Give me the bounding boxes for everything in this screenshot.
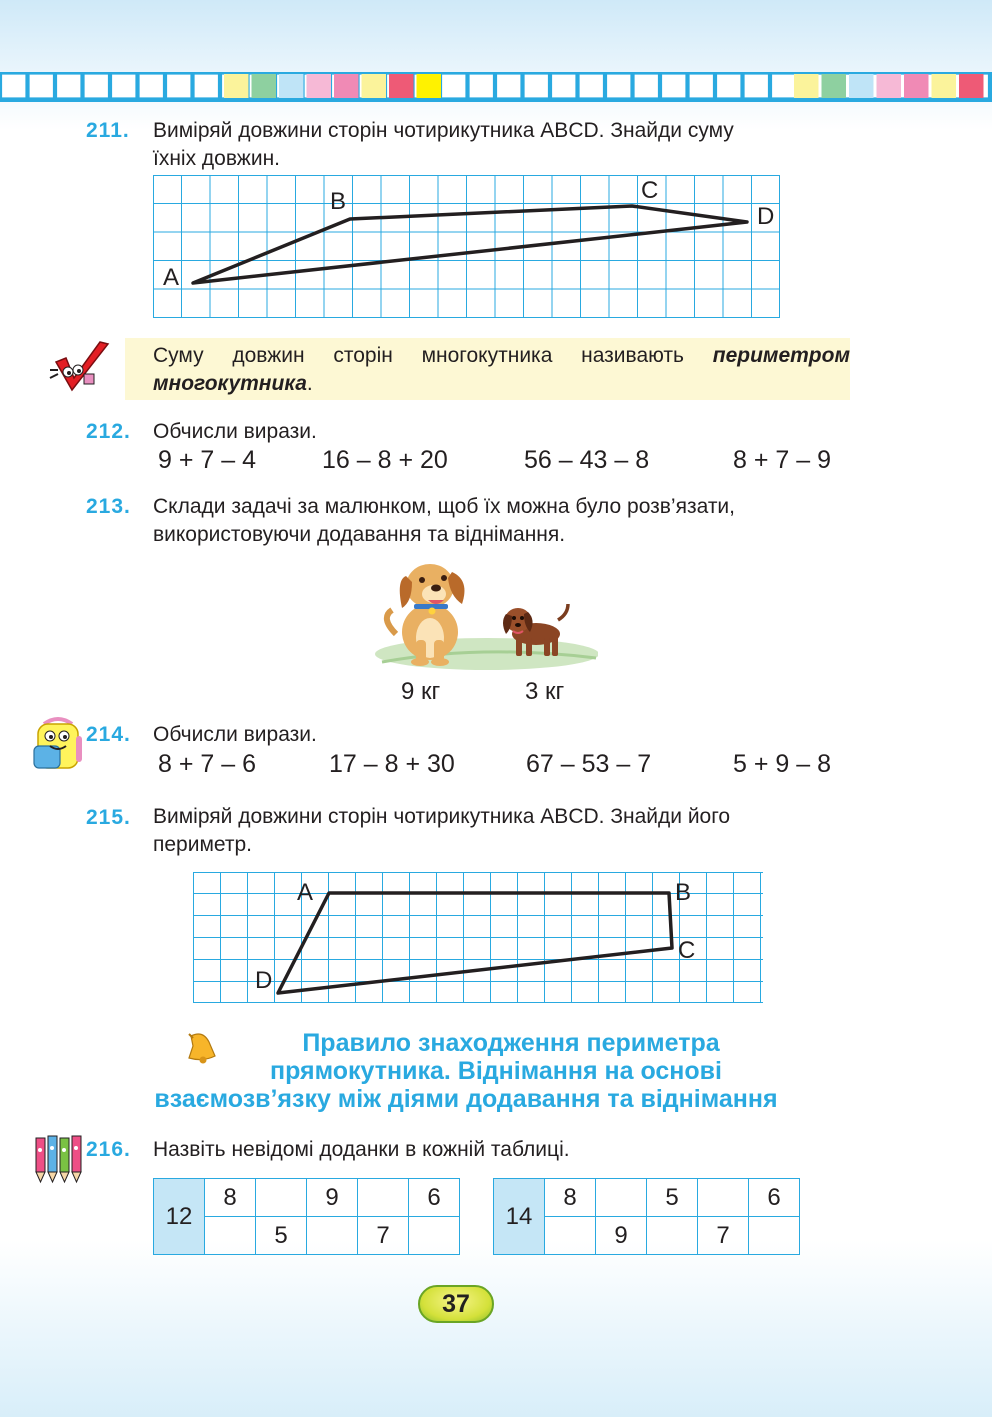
- exercise-211-number: 211.: [86, 119, 130, 142]
- exercise-214-number: 214.: [86, 723, 131, 746]
- table-2-top-1: 8: [545, 1179, 596, 1217]
- definition-text: [153, 342, 850, 398]
- exercise-216-text: Назвіть невідомі доданки в кожній таблиці.: [153, 1138, 570, 1161]
- table-1-top-3: 9: [307, 1179, 358, 1217]
- table-1-bottom-5: [409, 1217, 460, 1255]
- weight-small-dog: 3 кг: [525, 678, 565, 705]
- expression-214-4: 5 + 9 – 8: [733, 750, 831, 778]
- exercise-215-text-line2: периметр.: [153, 833, 253, 856]
- quadrilateral-grid-211: [153, 175, 780, 318]
- exercise-212-text: Обчисли вирази.: [153, 420, 317, 443]
- table-1-top-2: [256, 1179, 307, 1217]
- exercise-215-text-line1: Виміряй довжини сторін чотирикутника ABCD. Знайди його: [153, 805, 731, 828]
- table-1-top-4: [358, 1179, 409, 1217]
- pencils-mascot-icon: [30, 1132, 86, 1188]
- definition-text-plain: Суму довжин сторін многокутника називають: [153, 344, 713, 367]
- checkmark-mascot-icon: [48, 340, 114, 396]
- expression-214-2: 17 – 8 + 30: [329, 750, 455, 778]
- page-number: 37: [418, 1285, 494, 1323]
- vertex-label-c-211: C: [641, 177, 659, 204]
- weight-big-dog: 9 кг: [401, 678, 441, 705]
- definition-term: периметром многокутника: [153, 344, 850, 395]
- table-1-bottom-2: 5: [256, 1217, 307, 1255]
- table-2-top-5: 6: [749, 1179, 800, 1217]
- exercise-213-text-line2: використовуючи додавання та віднімання.: [153, 523, 566, 546]
- header-strip: [0, 72, 992, 102]
- section-title-line1: [0, 1029, 992, 1057]
- section-title-line2: прямокутника. Віднімання на основі: [269, 1057, 722, 1085]
- expression-214-1: 8 + 7 – 6: [158, 750, 256, 778]
- vertex-label-d-211: D: [757, 203, 775, 230]
- exercise-211-text-line1: Виміряй довжини сторін чотирикутника ABCD. Знайди суму: [153, 119, 734, 142]
- exercise-214-text: Обчисли вирази.: [153, 723, 317, 746]
- expression-212-3: 56 – 43 – 8: [524, 446, 650, 474]
- exercise-211-text-line2: їхніх довжин.: [153, 147, 280, 170]
- exercise-213-number: 213.: [86, 495, 131, 518]
- table-1-bottom-3: [307, 1217, 358, 1255]
- section-title-line3: взаємозв’язку між діями додавання та віднімання: [154, 1085, 778, 1113]
- table-2-bottom-3: [647, 1217, 698, 1255]
- definition-end: .: [306, 372, 313, 395]
- expression-212-1: 9 + 7 – 4: [158, 446, 256, 474]
- vertex-label-b-211: B: [330, 188, 347, 215]
- addends-table-1: [153, 1178, 460, 1255]
- vertex-label-a-211: A: [163, 264, 180, 291]
- addends-table-2: [493, 1178, 800, 1255]
- table-2-bottom-2: 9: [596, 1217, 647, 1255]
- vertex-label-c-215: C: [678, 937, 696, 964]
- table-1-top-1: 8: [205, 1179, 256, 1217]
- backpack-mascot-icon: [30, 716, 86, 772]
- table-1-bottom-4: 7: [358, 1217, 409, 1255]
- expression-212-2: 16 – 8 + 20: [322, 446, 448, 474]
- exercise-216-number: 216.: [86, 1138, 131, 1161]
- quadrilateral-abcd-215: [278, 893, 672, 993]
- section-title-line1-text: Правило знаходження периметра: [302, 1029, 720, 1057]
- expression-214-3: 67 – 53 – 7: [526, 750, 652, 778]
- table-2-bottom-4: 7: [698, 1217, 749, 1255]
- vertex-label-b-215: B: [675, 879, 692, 906]
- quadrilateral-abcd-211: [193, 206, 747, 283]
- exercise-213-text-line1: Склади задачі за малюнком, щоб їх можна було розв’язати,: [153, 495, 736, 518]
- vertex-label-a-215: A: [297, 879, 314, 906]
- dogs-illustration: [372, 558, 598, 672]
- table-2-total: 14: [494, 1179, 545, 1255]
- vertex-label-d-215: D: [255, 967, 273, 994]
- table-2-bottom-5: [749, 1217, 800, 1255]
- table-2-top-2: [596, 1179, 647, 1217]
- exercise-215-number: 215.: [86, 806, 131, 829]
- table-1-total: 12: [154, 1179, 205, 1255]
- table-2-bottom-1: [545, 1217, 596, 1255]
- table-1-top-5: 6: [409, 1179, 460, 1217]
- table-2-top-4: [698, 1179, 749, 1217]
- table-1-bottom-1: [205, 1217, 256, 1255]
- table-2-top-3: 5: [647, 1179, 698, 1217]
- expression-212-4: 8 + 7 – 9: [733, 446, 831, 474]
- exercise-212-number: 212.: [86, 420, 131, 443]
